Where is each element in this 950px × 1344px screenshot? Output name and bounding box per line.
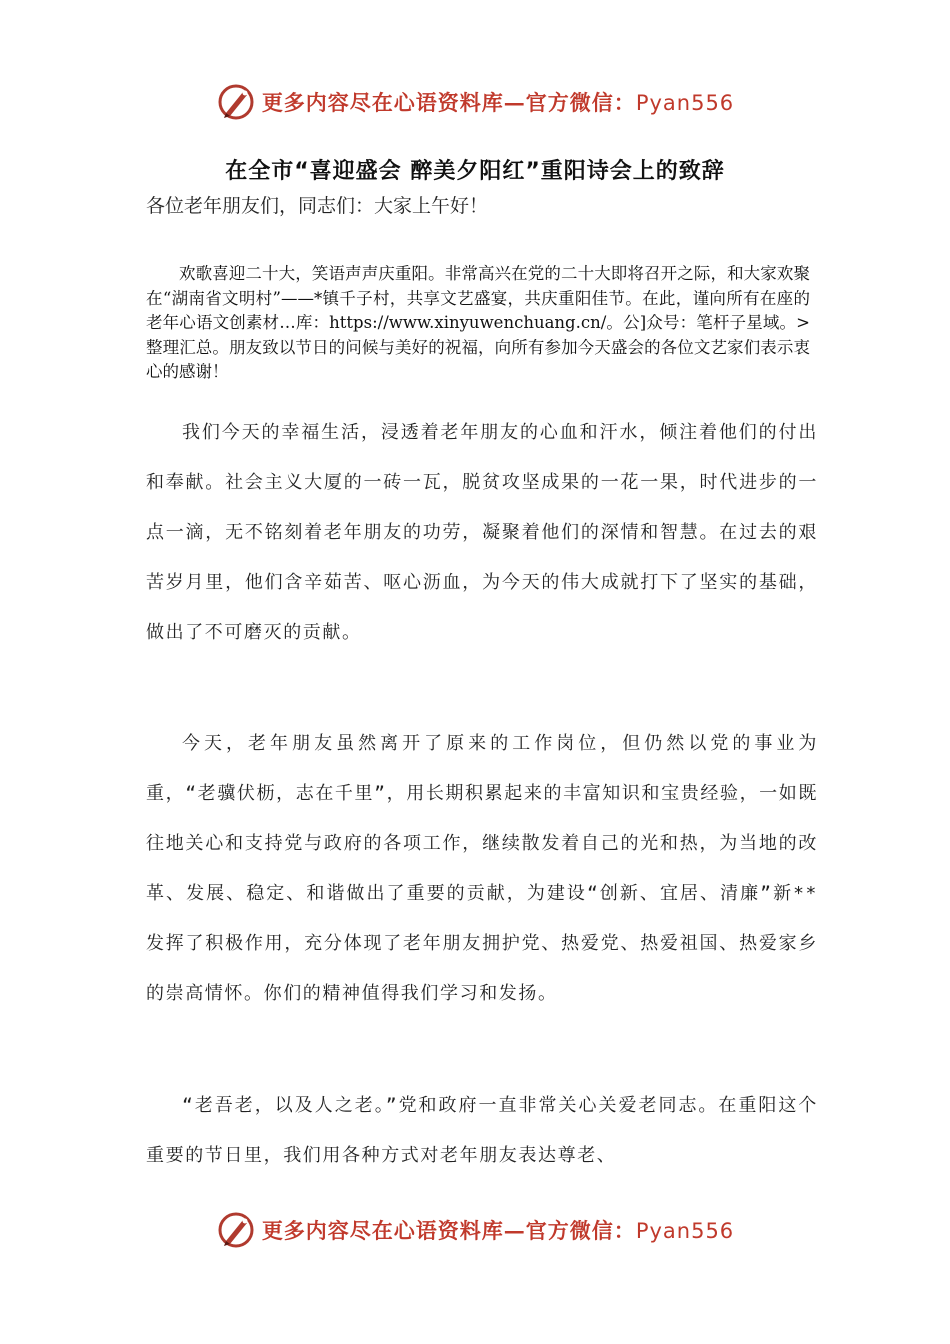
- banner-text: 更多内容尽在心语资料库—官方微信：Pyan556: [261, 90, 735, 115]
- intro-paragraph: 欢歌喜迎二十大，笑语声声庆重阳。非常高兴在党的二十大即将召开之际，和大家欢聚在“湖南省文明村”——*镇千子村，共享文艺盛宴，共庆重阳佳节。在此，谨向所有在座的老年心语文创素材…库：https://www.xinyuwenchuang.cn/。公]众号：笔杆子星域。>整理汇总。朋友致以节日的问候与美好的祝福，向所有参加今天盛会的各位文艺家们表示衷心的感谢！: [146, 264, 810, 381]
- body-paragraph-2: 今天，老年朋友虽然离开了原来的工作岗位，但仍然以党的事业为重，“老骥伏枥，志在千里”，用长期积累起来的丰富知识和宝贵经验，一如既往地关心和支持党与政府的各项工作，继续散发着自己的光和热，为当地的改革、发展、稳定、和谐做出了重要的贡献，为建设“创新、宜居、清廉”新**发挥了积极作用，充分体现了老年朋友拥护党、热爱党、热爱祖国、热爱家乡的崇高情怀。你们的精神值得我们学习和发扬。: [146, 733, 818, 1004]
- banner-handle: Pyan556: [635, 91, 735, 115]
- body-paragraph-3: “老吾老，以及人之老。”党和政府一直非常关心关爱老同志。在重阳这个重要的节日里，我们用各种方式对老年朋友表达尊老、: [146, 1095, 818, 1166]
- banner-text: 更多内容尽在心语资料库—官方微信：Pyan556: [261, 1218, 735, 1243]
- pen-logo-icon: [216, 82, 256, 122]
- body-paragraph-1: 我们今天的幸福生活，浸透着老年朋友的心血和汗水，倾注着他们的付出和奉献。社会主义大厦的一砖一瓦，脱贫攻坚成果的一花一果，时代进步的一点一滴，无不铭刻着老年朋友的功劳，凝聚着他们的深情和智慧。在过去的艰苦岁月里，他们含辛茹苦、呕心沥血，为今天的伟大成就打下了坚实的基础，做出了不可磨灭的贡献。: [146, 422, 818, 643]
- salutation: 各位老年朋友们，同志们：大家上午好！: [146, 195, 489, 217]
- pen-logo-icon: [216, 1210, 256, 1250]
- footer-banner: [0, 1208, 950, 1252]
- banner-handle: Pyan556: [635, 1219, 735, 1243]
- page-title: 在全市“喜迎盛会 醉美夕阳红”重阳诗会上的致辞: [225, 159, 725, 184]
- header-banner: [0, 80, 950, 124]
